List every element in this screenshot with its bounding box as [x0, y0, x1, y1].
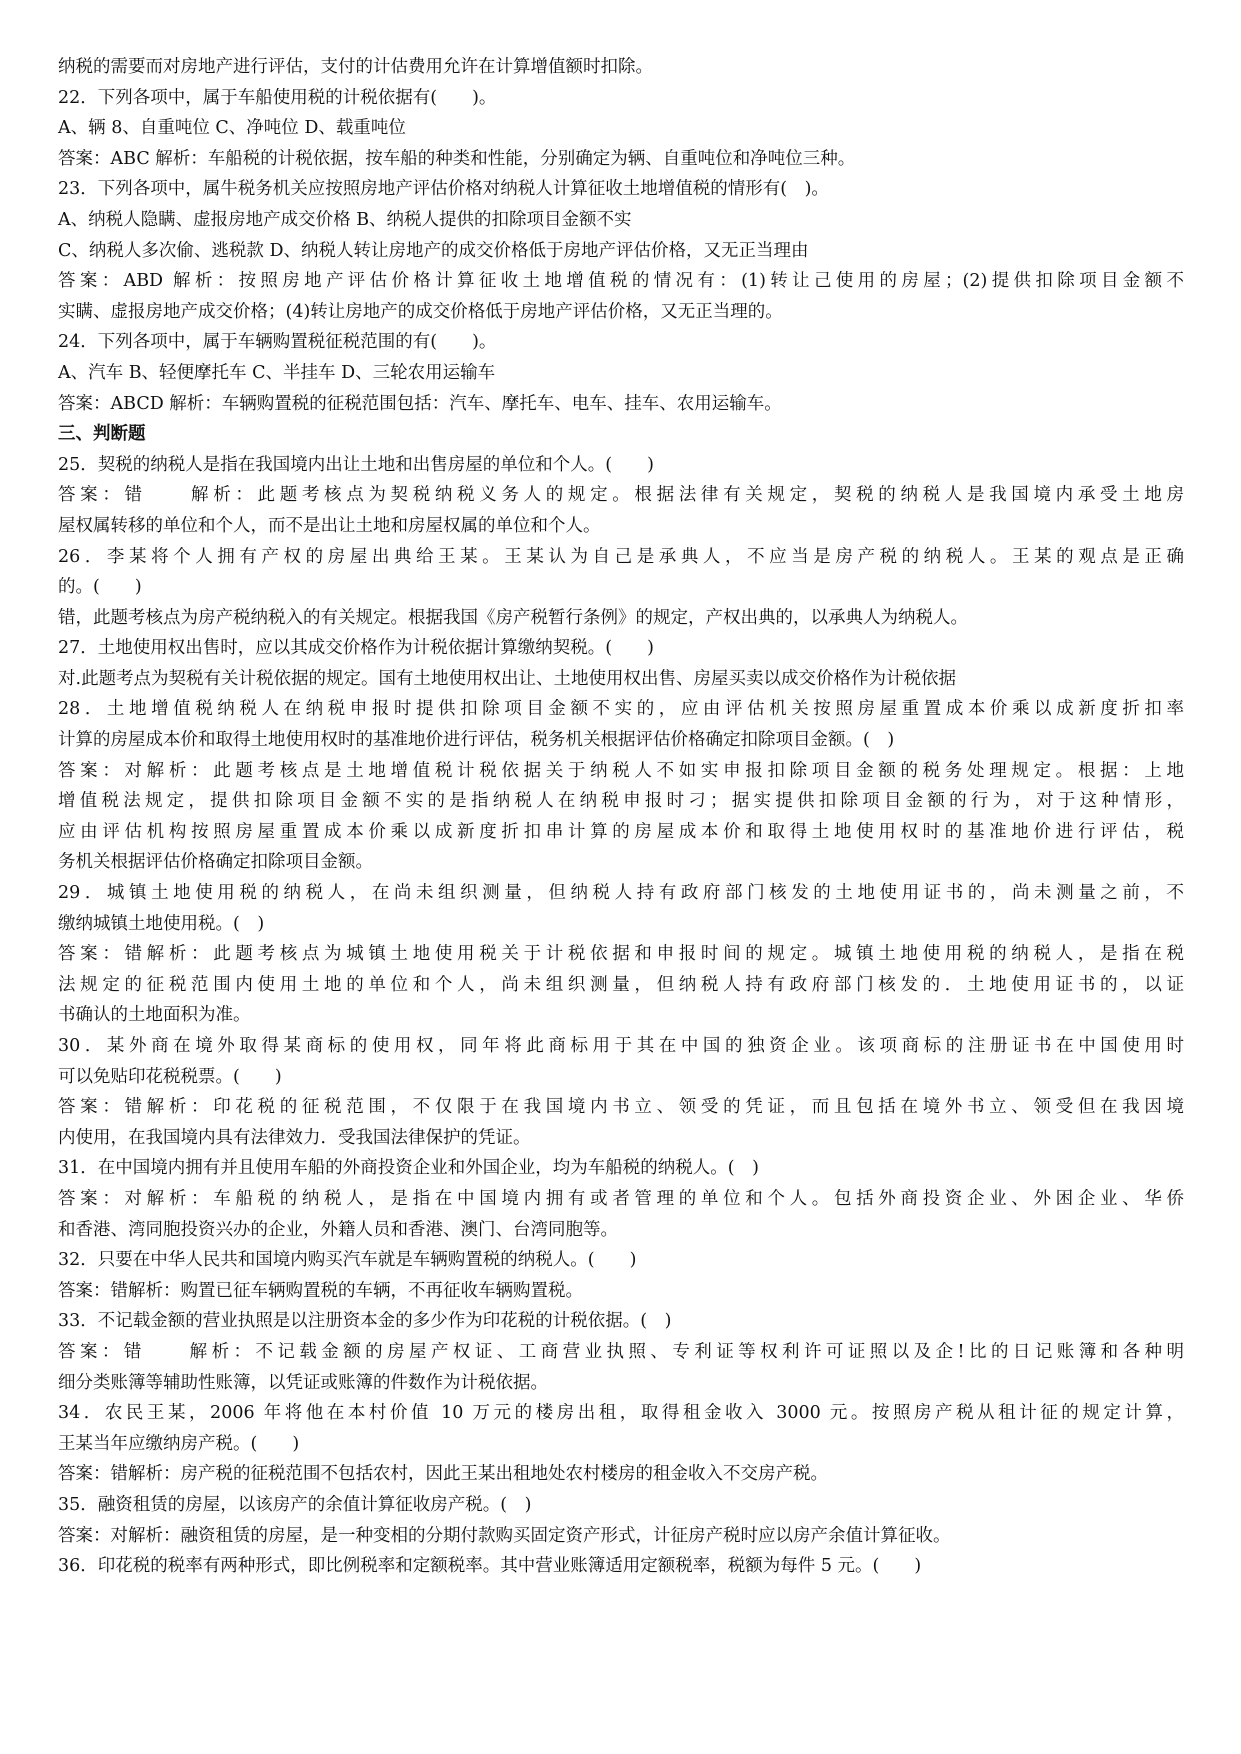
text-line: A、纳税人隐瞒、虚报房地产成交价格 B、纳税人提供的扣除项目金额不实	[58, 209, 632, 230]
text-line: 答案：错解析：购置已征车辆购置税的车辆，不再征收车辆购置税。	[58, 1280, 583, 1301]
text-line: 答案：ABC 解析：车船税的计税依据，按车船的种类和性能，分别确定为辆、自重吨位和净吨位三种。	[58, 148, 856, 169]
text-line: 对.此题考点为契税有关计税依据的规定。国有土地使用权出让、土地使用权出售、房屋买卖以成交价格作为计税依据	[58, 668, 957, 689]
text-line: 细分类账簿等辅助性账簿，以凭证或账簿的件数作为计税依据。	[58, 1372, 548, 1393]
text-line: 25．契税的纳税人是指在我国境内出让土地和出售房屋的单位和个人。( )	[58, 454, 654, 475]
text-line: 31．在中国境内拥有并且使用车船的外商投资企业和外国企业，均为车船税的纳税人。( )	[58, 1158, 759, 1179]
text-line: 答案：错解析：房产税的征税范围不包括农村，因此王某出租地处农村楼房的租金收入不交房产税。	[58, 1464, 828, 1485]
text-line: 答案：错 解析：此题考核点为契税纳税义务人的规定。根据法律有关规定，契税的纳税人是我国境内承受土地房	[58, 485, 1184, 506]
text-line: 错，此题考核点为房产税纳税入的有关规定。根据我国《房产税暂行条例》的规定，产权出典的，以承典人为纳税人。	[58, 607, 968, 628]
text-line: 答案：ABCD 解析：车辆购置税的征税范围包括：汽车、摩托车、电车、挂车、农用运输车。	[58, 393, 782, 414]
text-line: A、汽车 B、轻便摩托车 C、半挂车 D、三轮农用运输车	[58, 362, 496, 383]
text-line: 36．印花税的税率有两种形式，即比例税率和定额税率。其中营业账簿适用定额税率，税额为每件 5 元。( )	[58, 1556, 922, 1577]
text-line: 答案：错解析：印花税的征税范围，不仅限于在我国境内书立、领受的凭证，而且包括在境外书立、领受但在我因境	[58, 1097, 1184, 1118]
text-line: A、辆 8、自重吨位 C、净吨位 D、载重吨位	[58, 118, 406, 139]
text-line: C、纳税人多次偷、逃税款 D、纳税人转让房地产的成交价格低于房地产评估价格，又无正当理由	[58, 240, 809, 261]
text-line: 28．土地增值税纳税人在纳税申报时提供扣除项目金额不实的，应由评估机关按照房屋重置成本价乘以成新度折扣率	[58, 699, 1184, 720]
text-line: 30．某外商在境外取得某商标的使用权，同年将此商标用于其在中国的独资企业。该项商标的注册证书在中国使用时	[58, 1036, 1184, 1056]
text-line: 的。( )	[58, 577, 142, 598]
text-line: 屋权属转移的单位和个人，而不是出让土地和房屋权属的单位和个人。	[58, 515, 601, 536]
text-line: 务机关根据评估价格确定扣除项目金额。	[58, 852, 373, 873]
text-line: 答案：错解析：此题考核点为城镇土地使用税关于计税依据和申报时间的规定。城镇土地使用税的纳税人，是指在税	[58, 944, 1184, 965]
text-line: 32．只要在中华人民共和国境内购买汽车就是车辆购置税的纳税人。( )	[58, 1250, 637, 1271]
text-line: 法规定的征税范围内使用土地的单位和个人，尚未组织测量，但纳税人持有政府部门核发的．土地使用证书的，以证	[58, 974, 1184, 995]
text-line: 23．下列各项中，属牛税务机关应按照房地产评估价格对纳税人计算征收土地增值税的情形有( )。	[58, 179, 829, 200]
text-line: 纳税的需要而对房地产进行评估，支付的计估费用允许在计算增值额时扣除。	[58, 57, 653, 77]
text-line: 书确认的土地面积为准。	[58, 1005, 251, 1026]
text-line: 29．城镇土地使用税的纳税人，在尚未组织测量，但纳税人持有政府部门核发的土地使用证书的，尚未测量之前，不	[58, 883, 1184, 904]
text-line: 22．下列各项中，属于车船使用税的计税依据有( )。	[58, 87, 497, 108]
text-line: 答案：错 解析：不记载金额的房屋产权证、工商营业执照、专利证等权利许可证照以及企!比的日记账簿和各种明	[58, 1341, 1184, 1362]
text-line: 可以免贴印花税税票。( )	[58, 1066, 282, 1087]
text-line: 内使用，在我国境内具有法律效力．受我国法律保护的凭证。	[58, 1127, 531, 1148]
text-line: 答案：对解析：融资租赁的房屋，是一种变相的分期付款购买固定资产形式，计征房产税时应以房产余值计算征收。	[58, 1525, 951, 1546]
text-line: 24．下列各项中，属于车辆购置税征税范围的有( )。	[58, 332, 497, 353]
text-line: 27．土地使用权出售时，应以其成交价格作为计税依据计算缴纳契税。( )	[58, 638, 654, 659]
section-heading: 三、判断题	[58, 424, 146, 445]
text-line: 应由评估机构按照房屋重置成本价乘以成新度折扣串计算的房屋成本价和取得土地使用权时的基准地价进行评估，税	[58, 821, 1184, 842]
text-line: 答案：ABD 解析：按照房地产评估价格计算征收土地增值税的情况有：(1)转让己使用的房屋；(2)提供扣除项目金额不	[58, 271, 1184, 292]
text-line: 答案：对解析：此题考核点是土地增值税计税依据关于纳税人不如实申报扣除项目金额的税务处理规定。根据：上地	[58, 760, 1184, 781]
text-line: 答案：对解析：车船税的纳税人，是指在中国境内拥有或者管理的单位和个人。包括外商投资企业、外困企业、华侨	[58, 1188, 1184, 1209]
text-line: 实瞒、虚报房地产成交价格；(4)转让房地产的成交价格低于房地产评估价格，又无正当理的。	[58, 301, 783, 322]
document-page	[58, 52, 1184, 1582]
text-line: 王某当年应缴纳房产税。( )	[58, 1433, 300, 1454]
text-line: 33．不记载金额的营业执照是以注册资本金的多少作为印花税的计税依据。( )	[58, 1311, 672, 1332]
text-line: 35．融资租赁的房屋，以该房产的余值计算征收房产税。( )	[58, 1494, 532, 1515]
text-line: 增值税法规定，提供扣除项目金额不实的是指纳税人在纳税申报时刁；据实提供扣除项目金额的行为，对于这种情形，	[58, 791, 1184, 812]
text-line: 26．李某将个人拥有产权的房屋出典给王某。王某认为自己是承典人，不应当是房产税的纳税人。王某的观点是正确	[58, 546, 1184, 567]
text-line: 缴纳城镇土地使用税。( )	[58, 913, 265, 934]
text-line: 34．农民王某，2006 年将他在本村价值 10 万元的楼房出租，取得租金收入 3000 元。按照房产税从租计征的规定计算，	[58, 1403, 1184, 1424]
text-line: 计算的房屋成本价和取得土地使用权时的基准地价进行评估，税务机关根据评估价格确定扣除项目金额。( )	[58, 730, 895, 751]
text-line: 和香港、湾同胞投资兴办的企业，外籍人员和香港、澳门、台湾同胞等。	[58, 1219, 618, 1240]
